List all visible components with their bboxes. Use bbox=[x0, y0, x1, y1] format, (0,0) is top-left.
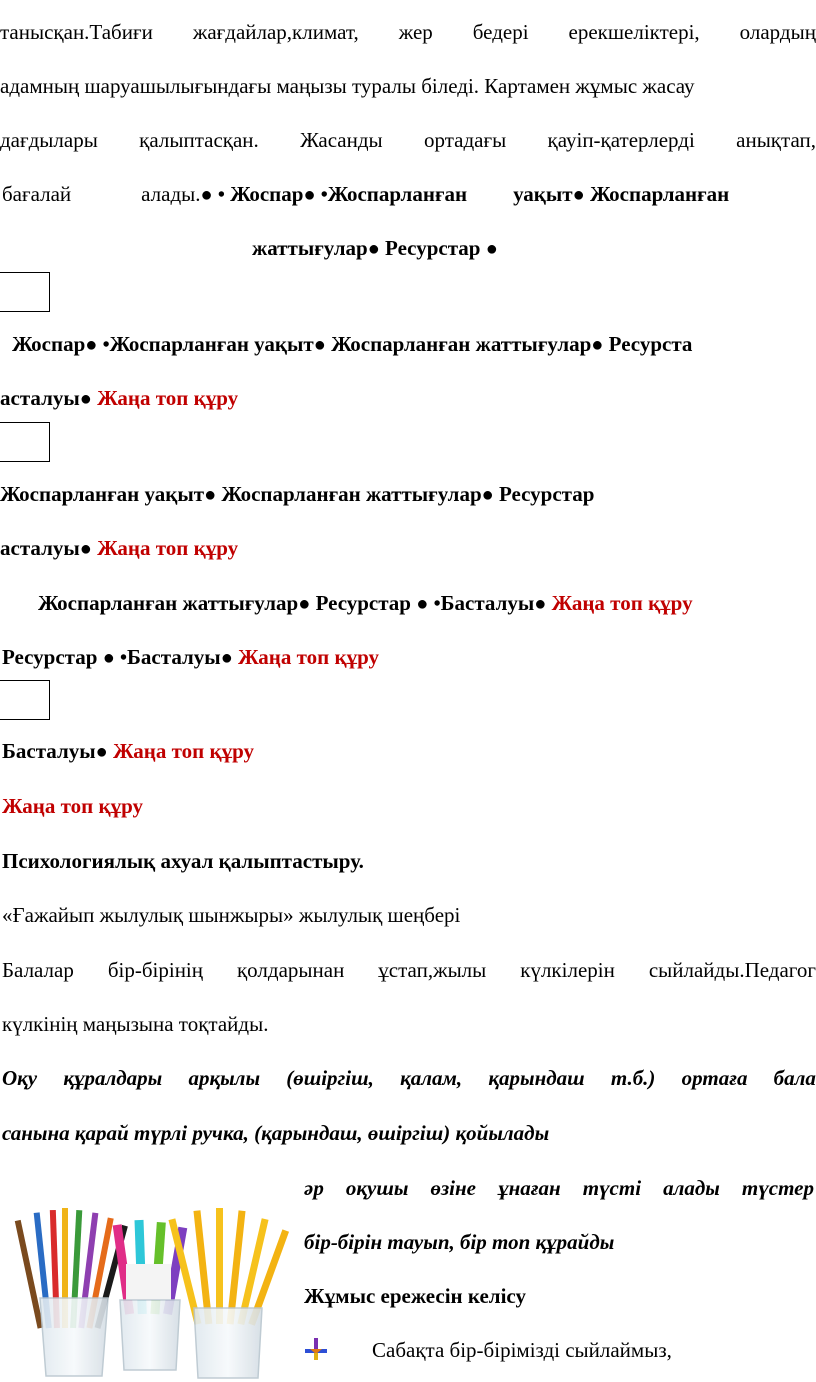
word: т.б.) bbox=[610, 1066, 656, 1090]
para2-line2: күлкінің маңызына тоқтайды. bbox=[2, 1012, 269, 1036]
repeat-line-5 bbox=[38, 590, 693, 617]
new-group-label: Жаңа топ құру bbox=[238, 645, 380, 669]
para1-line2: адамның шаруашылығындағы маңызы туралы біледі. Картамен жұмыс жасау bbox=[0, 74, 695, 98]
word: Жоспарланған уақыт bbox=[109, 332, 314, 356]
bullet-dot-icon: ● bbox=[220, 647, 233, 669]
empty-box bbox=[0, 680, 50, 720]
word: ортаға bbox=[681, 1066, 748, 1090]
word: алады bbox=[663, 1176, 720, 1200]
word: ұнаған bbox=[498, 1176, 561, 1200]
pencil-cups-image bbox=[0, 1180, 292, 1382]
planned-label: Жоспарланған bbox=[327, 182, 468, 206]
bullet-dot-icon: ● bbox=[85, 334, 98, 356]
word: Жоспарланған жаттығулар bbox=[331, 332, 592, 356]
repeat-line-7 bbox=[2, 738, 254, 765]
word: жер bbox=[398, 20, 433, 44]
word: әр bbox=[304, 1176, 324, 1200]
word: бағалай bbox=[2, 182, 72, 206]
para1-line4 bbox=[2, 181, 729, 208]
word: анықтап, bbox=[736, 128, 816, 152]
bullet-dot-icon: ● bbox=[79, 388, 92, 410]
bullet-dot-icon: ● bbox=[485, 238, 498, 260]
bullet-dot-icon: ● bbox=[79, 538, 92, 560]
bullet-dot-icon: • bbox=[120, 647, 128, 669]
word: Басталуы bbox=[440, 591, 535, 615]
word: қалыптасқан. bbox=[139, 128, 259, 152]
new-group-label: Жаңа топ құру bbox=[97, 386, 239, 410]
rule-item-1: Сабақта бір-бірімізді сыйлаймыз, bbox=[372, 1338, 672, 1362]
para4-line1 bbox=[304, 1175, 814, 1201]
exercises-label: жаттығулар bbox=[252, 236, 368, 260]
para2-line1 bbox=[0, 957, 816, 983]
word: ортадағы bbox=[423, 128, 507, 152]
para1-line5 bbox=[252, 235, 498, 262]
game-title: «Ғажайып жылулық шынжыры» жылулық шеңбері bbox=[2, 903, 461, 927]
word: Жоспарланған жаттығулар bbox=[221, 482, 482, 506]
word: Жоспарланған уақыт bbox=[0, 482, 205, 506]
word: құралдары bbox=[63, 1066, 163, 1090]
bullet-dot-icon: ● bbox=[367, 238, 380, 260]
bullet-dot-icon: ● bbox=[416, 593, 429, 615]
bullet-dot-icon: • bbox=[217, 184, 225, 206]
word: Басталуы bbox=[2, 739, 96, 763]
word: арқылы bbox=[188, 1066, 261, 1090]
word: бір-бірінің bbox=[107, 958, 204, 982]
word: ерекшеліктері, bbox=[568, 20, 700, 44]
word: түстер bbox=[741, 1176, 814, 1200]
word: Жасанды bbox=[300, 128, 383, 152]
word: Ресурстар bbox=[315, 591, 411, 615]
word: жағдайлар,климат, bbox=[192, 20, 359, 44]
empty-box bbox=[0, 272, 50, 312]
word: Ресурста bbox=[608, 332, 693, 356]
word: Ресурстар bbox=[498, 482, 595, 506]
word: күлкілерін bbox=[520, 958, 615, 982]
word: Басталуы bbox=[127, 645, 221, 669]
word: сыйлайды.Педагог bbox=[648, 958, 816, 982]
word: бала bbox=[773, 1066, 816, 1090]
planned-label: Жоспарланған bbox=[589, 182, 730, 206]
repeat-line-2 bbox=[0, 385, 238, 412]
word: Балалар bbox=[2, 958, 74, 982]
bullet-dot-icon: ● bbox=[591, 334, 604, 356]
word: өзіне bbox=[430, 1176, 476, 1200]
bullet-dot-icon: • bbox=[102, 334, 110, 356]
repeat-line-4 bbox=[0, 535, 238, 562]
cross-arrow-icon bbox=[304, 1337, 328, 1361]
word: Ресурстар bbox=[2, 645, 98, 669]
repeat-line-1 bbox=[12, 331, 692, 358]
word: дағдылары bbox=[0, 128, 98, 152]
para3-line2: санына қарай түрлі ручка, (қарындаш, өшіргіш) қойылады bbox=[2, 1121, 550, 1145]
word: асталуы bbox=[0, 386, 80, 410]
heading-psych: Психологиялық ахуал қалыптастыру. bbox=[2, 849, 364, 873]
plan-label: Жоспар bbox=[230, 182, 304, 206]
repeat-line-8: Жаңа топ құру bbox=[2, 794, 143, 818]
bullet-dot-icon: • bbox=[320, 184, 328, 206]
rules-heading: Жұмыс ережесін келісу bbox=[304, 1284, 526, 1308]
bullet-dot-icon: ● bbox=[303, 184, 316, 206]
word: олардың bbox=[739, 20, 816, 44]
para4-line2: бір-бірін тауып, бір топ құрайды bbox=[304, 1230, 615, 1254]
time-label: уақыт bbox=[513, 182, 573, 206]
repeat-line-3 bbox=[0, 481, 594, 508]
word: Жоспар bbox=[12, 332, 86, 356]
word: қалам, bbox=[400, 1066, 463, 1090]
repeat-line-6 bbox=[2, 644, 379, 671]
new-group-label: Жаңа топ құру bbox=[551, 591, 693, 615]
word: танысқан.Табиғи bbox=[0, 20, 153, 44]
bullet-dot-icon: ● bbox=[95, 741, 108, 763]
resources-label: Ресурстар bbox=[385, 236, 481, 260]
word: Жоспарланған жаттығулар bbox=[38, 591, 299, 615]
word: ұстап,жылы bbox=[378, 958, 487, 982]
word: бедері bbox=[472, 20, 529, 44]
para3-line1 bbox=[0, 1065, 816, 1091]
new-group-label: Жаңа топ құру bbox=[112, 739, 254, 763]
word: (өшіргіш, bbox=[286, 1066, 374, 1090]
word: алады. bbox=[141, 182, 201, 206]
bullet-dot-icon: ● bbox=[534, 593, 547, 615]
bullet-dot-icon: ● bbox=[572, 184, 585, 206]
word: түсті bbox=[582, 1176, 642, 1200]
word: асталуы bbox=[0, 536, 80, 560]
word: Оқу bbox=[2, 1066, 38, 1090]
new-group-label: Жаңа топ құру bbox=[97, 536, 239, 560]
bullet-dot-icon: • bbox=[433, 593, 441, 615]
word: қауіп-қатерлерді bbox=[547, 128, 695, 152]
empty-box bbox=[0, 422, 50, 462]
word: қолдарынан bbox=[236, 958, 345, 982]
bullet-dot-icon: ● bbox=[313, 334, 326, 356]
bullet-dot-icon: ● bbox=[200, 184, 213, 206]
bullet-dot-icon: ● bbox=[298, 593, 311, 615]
bullet-dot-icon: ● bbox=[102, 647, 115, 669]
word: оқушы bbox=[345, 1176, 409, 1200]
bullet-dot-icon: ● bbox=[204, 484, 217, 506]
para1-line3 bbox=[0, 127, 816, 153]
para1-line1 bbox=[0, 19, 816, 45]
word: қарындаш bbox=[488, 1066, 585, 1090]
bullet-dot-icon: ● bbox=[481, 484, 494, 506]
